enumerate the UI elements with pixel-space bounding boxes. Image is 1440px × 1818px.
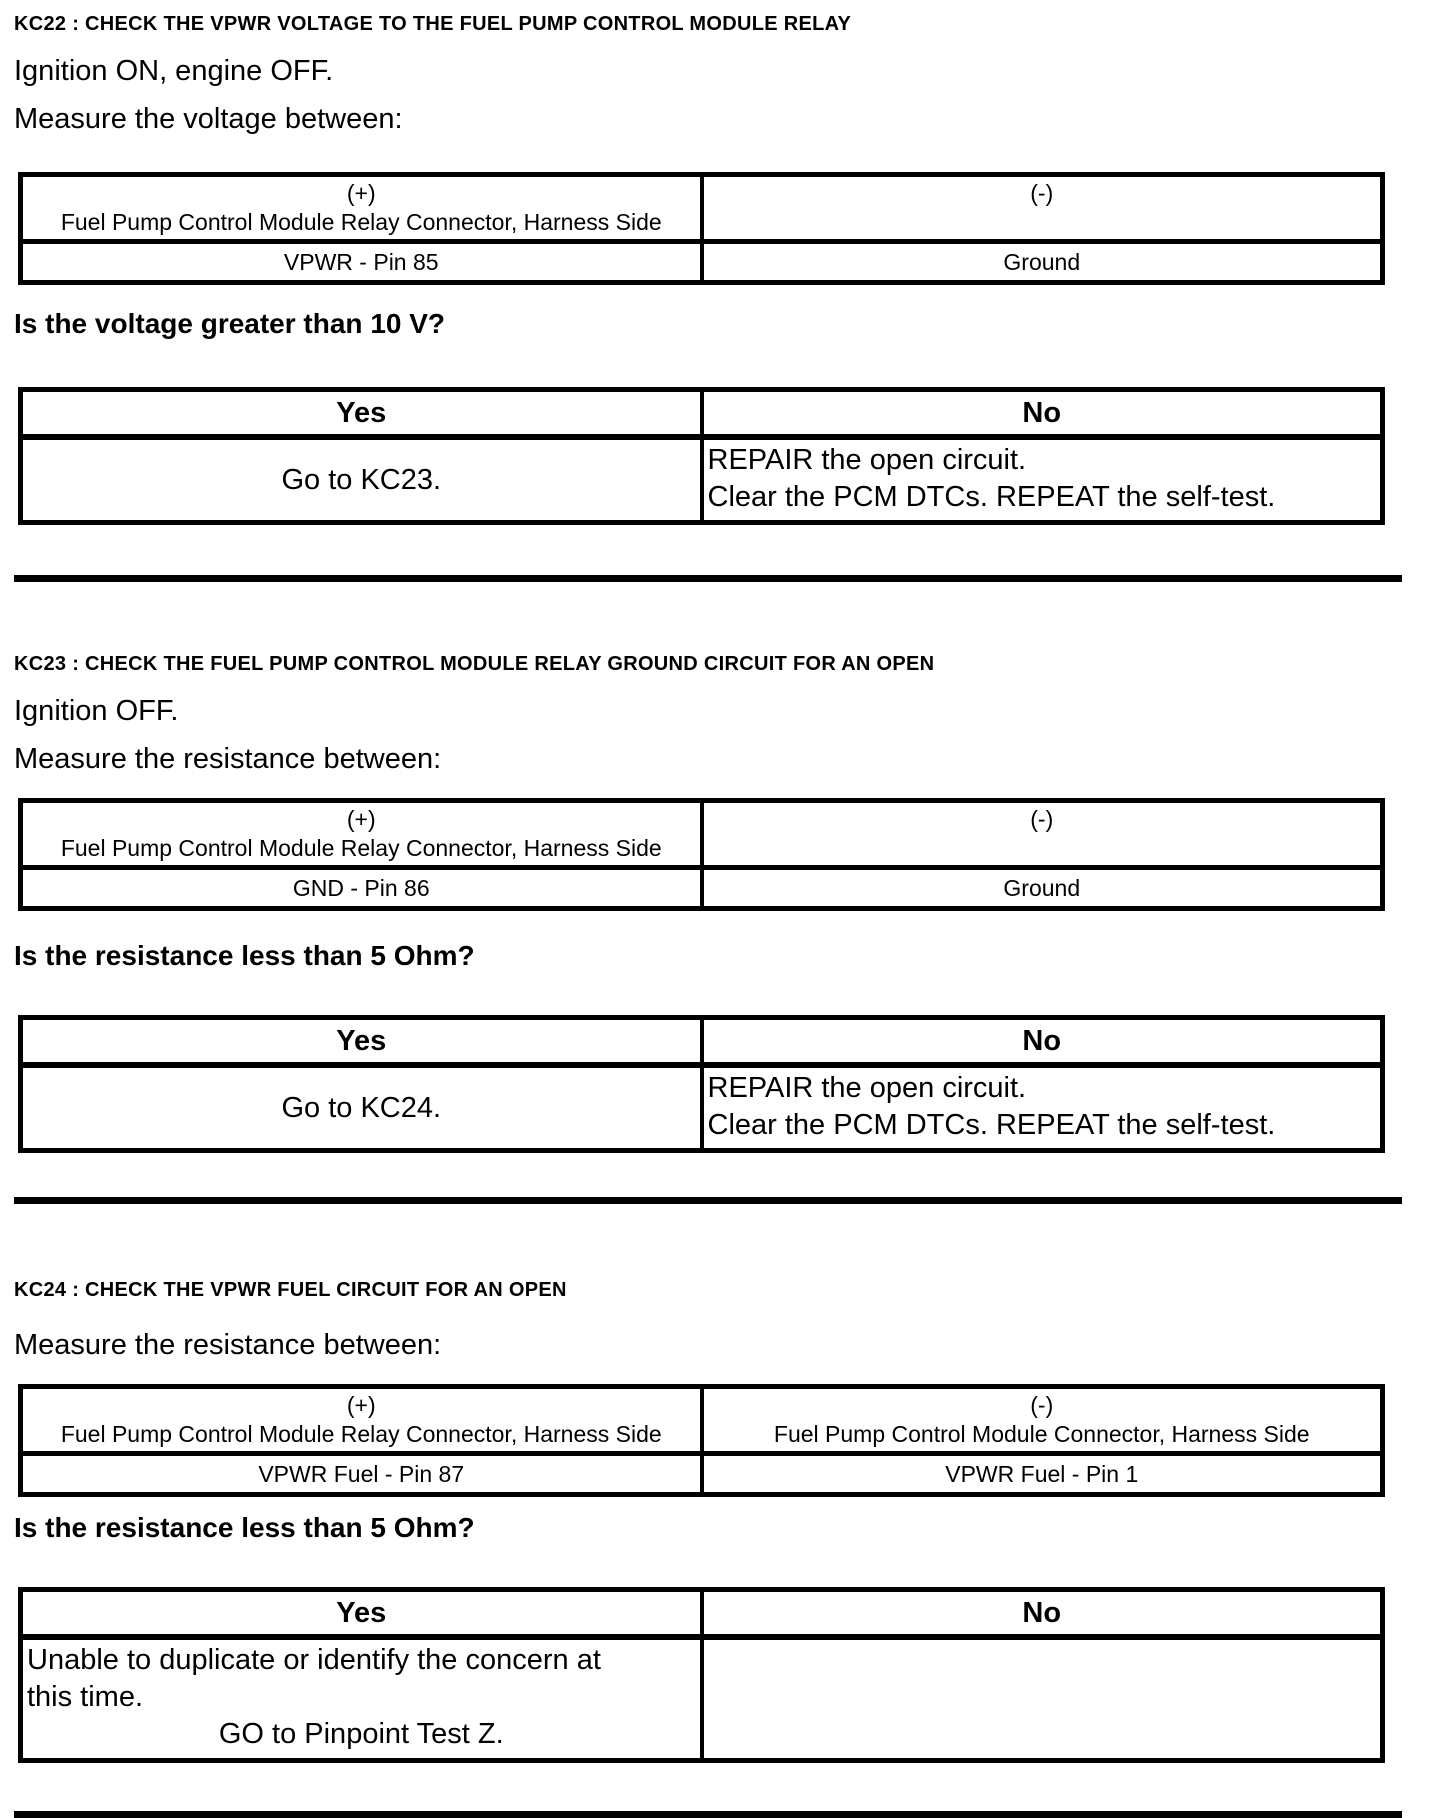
decision-action-row (21, 1637, 1383, 1761)
positive-header-cell (21, 1387, 702, 1454)
no-action-line: REPAIR the open circuit. (707, 444, 1027, 476)
positive-header-cell (21, 175, 702, 242)
yes-action-line: this time. (27, 1681, 144, 1713)
positive-pin-cell: GND - Pin 86 (21, 868, 702, 909)
decision-header-row (21, 390, 1383, 438)
no-header-cell: No (702, 1590, 1383, 1638)
no-action-line: Clear the PCM DTCs. REPEAT the self-test. (707, 1109, 1276, 1141)
measure-header-row (21, 1387, 1383, 1454)
decision-table (18, 387, 1385, 525)
yes-action-line: Go to KC23. (281, 463, 442, 496)
measure-table (18, 1384, 1385, 1497)
decision-action-row (21, 1065, 1383, 1151)
section-kc22 (14, 10, 1440, 582)
measure-table (18, 798, 1385, 911)
negative-connector-label: Fuel Pump Control Module Connector, Harness Side (773, 1421, 1310, 1447)
question-text: Is the resistance less than 5 Ohm? (14, 940, 475, 971)
minus-sign-label: (-) (1030, 806, 1054, 832)
negative-pin-cell: Ground (702, 868, 1383, 909)
positive-pin-cell: VPWR - Pin 85 (21, 242, 702, 283)
measure-value-row (21, 242, 1383, 283)
negative-header-cell (702, 175, 1383, 242)
negative-pin-cell: VPWR Fuel - Pin 1 (702, 1454, 1383, 1495)
measure-table (18, 172, 1385, 285)
no-action-cell (702, 1637, 1383, 1761)
positive-connector-label: Fuel Pump Control Module Relay Connector, Harness Side (60, 1421, 662, 1447)
no-header-cell: No (702, 390, 1383, 438)
no-header-cell: No (702, 1018, 1383, 1066)
minus-sign-label: (-) (1030, 180, 1054, 206)
measure-value-row (21, 868, 1383, 909)
instruction-text: Measure the resistance between: (14, 743, 442, 775)
measure-header-row (21, 175, 1383, 242)
no-action-line: REPAIR the open circuit. (707, 1072, 1027, 1104)
yes-action-line: Go to KC24. (281, 1091, 442, 1124)
instruction-text: Measure the voltage between: (14, 103, 403, 135)
no-action-cell (702, 437, 1383, 523)
positive-pin-cell: VPWR Fuel - Pin 87 (21, 1454, 702, 1495)
decision-header-row (21, 1590, 1383, 1638)
decision-table (18, 1015, 1385, 1153)
negative-header-cell (702, 1387, 1383, 1454)
measure-value-row (21, 1454, 1383, 1495)
positive-header-cell (21, 801, 702, 868)
positive-connector-label: Fuel Pump Control Module Relay Connector, Harness Side (60, 209, 662, 235)
yes-header-cell: Yes (21, 1590, 702, 1638)
section-kc23 (14, 650, 1440, 1204)
decision-action-row (21, 437, 1383, 523)
minus-sign-label: (-) (1030, 1392, 1054, 1418)
plus-sign-label: (+) (346, 806, 376, 832)
no-action-line: Clear the PCM DTCs. REPEAT the self-test. (707, 481, 1276, 513)
precondition-text: Ignition ON, engine OFF. (14, 55, 334, 87)
precondition-text: Ignition OFF. (14, 695, 179, 727)
yes-action-go-line: GO to Pinpoint Test Z. (218, 1718, 504, 1750)
decision-header-row (21, 1018, 1383, 1066)
decision-table (18, 1587, 1385, 1763)
section-divider (14, 1811, 1402, 1818)
yes-action-cell (21, 437, 702, 523)
positive-connector-label: Fuel Pump Control Module Relay Connector, Harness Side (60, 835, 662, 861)
section-title: KC23 : CHECK THE FUEL PUMP CONTROL MODULE RELAY GROUND CIRCUIT FOR AN OPEN (14, 653, 935, 675)
question-text: Is the voltage greater than 10 V? (14, 308, 446, 339)
section-title: KC22 : CHECK THE VPWR VOLTAGE TO THE FUEL PUMP CONTROL MODULE RELAY (14, 13, 852, 35)
negative-pin-cell: Ground (702, 242, 1383, 283)
section-title: KC24 : CHECK THE VPWR FUEL CIRCUIT FOR AN OPEN (14, 1279, 567, 1301)
section-divider (14, 1197, 1402, 1204)
instruction-text: Measure the resistance between: (14, 1329, 442, 1361)
measure-header-row (21, 801, 1383, 868)
section-divider (14, 575, 1402, 582)
yes-header-cell: Yes (21, 390, 702, 438)
yes-action-cell (21, 1065, 702, 1151)
negative-header-cell (702, 801, 1383, 868)
yes-action-cell (21, 1637, 702, 1761)
plus-sign-label: (+) (346, 180, 376, 206)
section-kc24 (14, 1276, 1440, 1818)
no-action-cell (702, 1065, 1383, 1151)
yes-action-line: Unable to duplicate or identify the concern at (27, 1644, 601, 1676)
yes-header-cell: Yes (21, 1018, 702, 1066)
plus-sign-label: (+) (346, 1392, 376, 1418)
question-text: Is the resistance less than 5 Ohm? (14, 1512, 475, 1543)
